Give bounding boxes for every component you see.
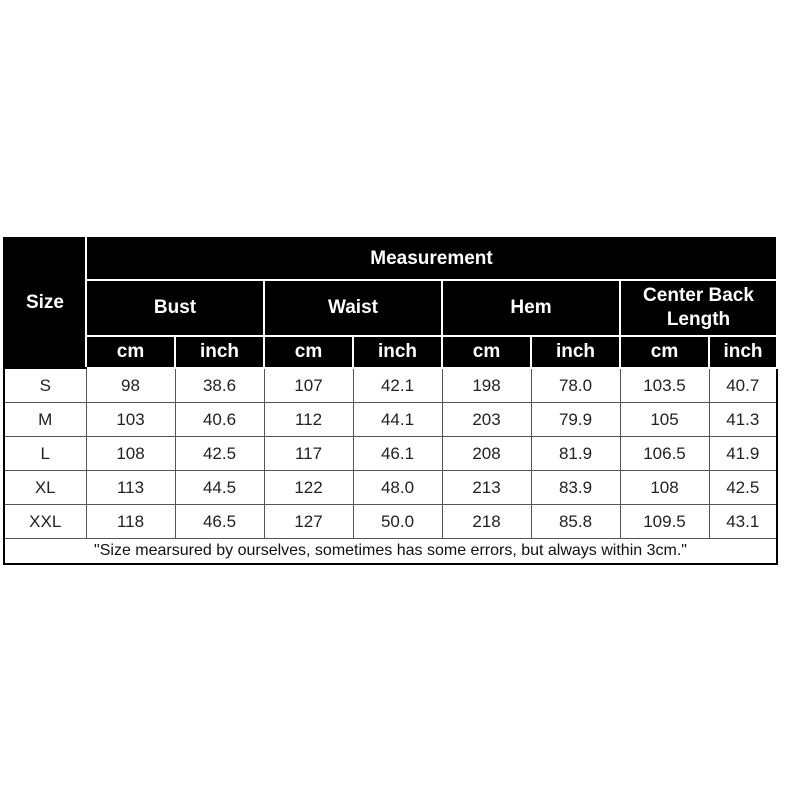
value-cell: 127 (264, 505, 353, 539)
value-cell: 42.5 (709, 471, 777, 505)
size-cell: S (4, 368, 86, 403)
value-cell: 105 (620, 403, 709, 437)
size-cell: M (4, 403, 86, 437)
value-cell: 203 (442, 403, 531, 437)
waist-header: Waist (264, 280, 442, 336)
table-row (4, 505, 777, 539)
value-cell: 83.9 (531, 471, 620, 505)
unit-header: cm (264, 336, 353, 368)
value-cell: 208 (442, 437, 531, 471)
size-cell: XL (4, 471, 86, 505)
value-cell: 106.5 (620, 437, 709, 471)
measurement-note: "Size mearsured by ourselves, sometimes has some errors, but always within 3cm." (4, 539, 777, 565)
value-cell: 46.5 (175, 505, 264, 539)
unit-header: cm (620, 336, 709, 368)
value-cell: 108 (86, 437, 175, 471)
value-cell: 42.1 (353, 368, 442, 403)
value-cell: 78.0 (531, 368, 620, 403)
note-row (4, 539, 777, 565)
value-cell: 122 (264, 471, 353, 505)
unit-header: inch (531, 336, 620, 368)
value-cell: 40.7 (709, 368, 777, 403)
value-cell: 112 (264, 403, 353, 437)
size-cell: XXL (4, 505, 86, 539)
value-cell: 108 (620, 471, 709, 505)
unit-header: inch (353, 336, 442, 368)
unit-header: inch (175, 336, 264, 368)
value-cell: 50.0 (353, 505, 442, 539)
value-cell: 103.5 (620, 368, 709, 403)
size-header: Size (4, 238, 86, 368)
value-cell: 43.1 (709, 505, 777, 539)
value-cell: 38.6 (175, 368, 264, 403)
value-cell: 103 (86, 403, 175, 437)
size-chart-table (3, 237, 778, 565)
table-row (4, 437, 777, 471)
bust-header: Bust (86, 280, 264, 336)
hem-header: Hem (442, 280, 620, 336)
value-cell: 85.8 (531, 505, 620, 539)
center-back-length-header: Center Back Length (620, 280, 777, 336)
value-cell: 118 (86, 505, 175, 539)
value-cell: 81.9 (531, 437, 620, 471)
measurement-header: Measurement (86, 238, 777, 280)
value-cell: 113 (86, 471, 175, 505)
value-cell: 44.5 (175, 471, 264, 505)
table-row (4, 403, 777, 437)
value-cell: 117 (264, 437, 353, 471)
value-cell: 41.3 (709, 403, 777, 437)
value-cell: 48.0 (353, 471, 442, 505)
table-row (4, 368, 777, 403)
value-cell: 44.1 (353, 403, 442, 437)
value-cell: 79.9 (531, 403, 620, 437)
value-cell: 109.5 (620, 505, 709, 539)
value-cell: 213 (442, 471, 531, 505)
size-cell: L (4, 437, 86, 471)
value-cell: 98 (86, 368, 175, 403)
value-cell: 218 (442, 505, 531, 539)
value-cell: 41.9 (709, 437, 777, 471)
value-cell: 40.6 (175, 403, 264, 437)
unit-header: inch (709, 336, 777, 368)
value-cell: 42.5 (175, 437, 264, 471)
value-cell: 46.1 (353, 437, 442, 471)
value-cell: 107 (264, 368, 353, 403)
unit-header: cm (86, 336, 175, 368)
value-cell: 198 (442, 368, 531, 403)
unit-header: cm (442, 336, 531, 368)
table-row (4, 471, 777, 505)
